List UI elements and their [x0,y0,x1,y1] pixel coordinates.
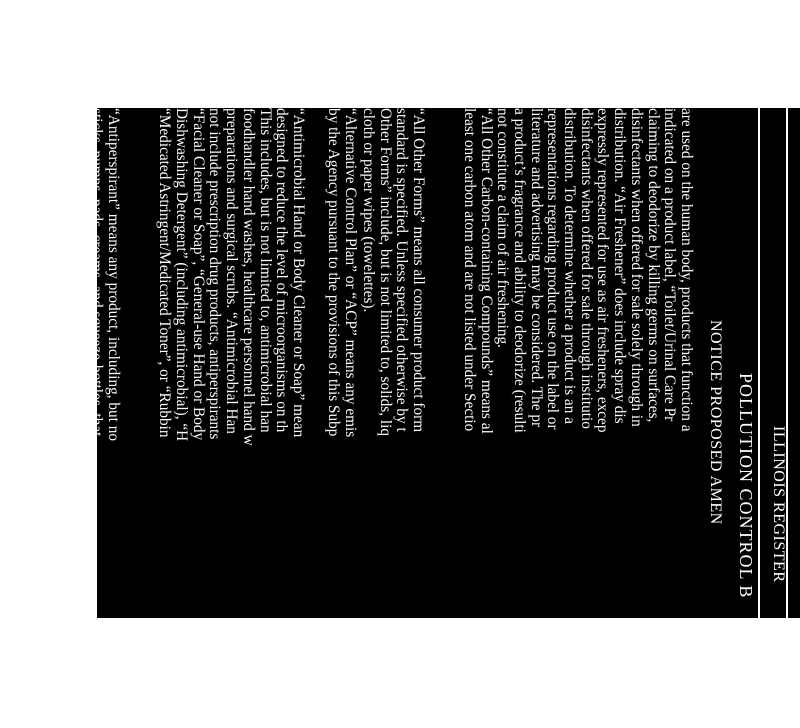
paragraph-line: distribution. “Air Freshener” does include spray dis [611,108,629,424]
paragraph-line: cloth or paper wipes (towelettes). [359,108,377,313]
paragraph-line: This includes, but is not limited to, antimicrobial han [256,108,274,433]
paragraph-line: a product’s fragrance and ability to deodorize (resulti [510,108,528,433]
paragraph-line: disinfectants when offered for sale solely through in [627,108,645,427]
definition-paragraph [54,108,121,728]
paragraph-line: designed to reduce the level of microorganisms on th [273,108,291,433]
paragraph-line: foodhandler hand washes, healthcare personnel hand w [239,108,257,446]
paragraph-line: disinfectants when offered for sale through institutio [577,108,595,429]
paragraph-line: preparations and surgical scrubs. “Antimicrobial Han [223,108,241,434]
paragraph-line: literature and advertising may be considered. The pr [527,108,545,428]
paragraph-line: “Alternative Control Plan” or “ACP” means any emis [342,108,359,438]
definition-paragraph [156,108,306,728]
rotated-document-page [26,108,800,618]
paragraph-line: not include prescription drug products, antiperspirants [206,108,224,440]
paragraph-line: “Antimicrobial Hand or Body Cleaner or Soap” mean [290,108,307,438]
paragraph-line: are used on the human body, products that function a [678,108,695,432]
register-heading: ILLINOIS REGISTER [770,426,787,583]
paragraph-line: standard is specified. Unless specified otherwise by t [393,108,411,432]
paragraph-line: percent of a target population. [54,108,72,292]
paragraph-line: claiming to deodorize by killing germs on surfaces, [644,108,662,423]
scanned-page-image [26,108,800,618]
paragraph-line: not constitute a claim of air freshening. [494,108,512,348]
paragraph-line: Other Forms” include, but is not limited to, solids, liq [376,108,394,437]
paragraph-line: “Anti-Static Product” means a product that is labeled t [26,108,43,442]
paragraph-line: least one carbon atom and are not listed under Sectio [461,108,479,432]
definition-paragraph [25,108,42,728]
header-rule-bottom [759,108,761,618]
paragraph-line: “All Other Forms” means all consumer product form [410,108,427,433]
notice-heading: NOTICE PROPOSED AMEN [707,320,724,525]
paragraph-line: “Facial Cleaner or Soap”, “General-use Hand or Body [189,108,207,441]
paragraph-line: Dishwashing Detergent” (including antimicrobial), “H [173,108,191,442]
paragraph-line: “Antiperspirant” means any product, including, but no [105,108,122,442]
definition-paragraph [494,108,694,728]
definition-paragraph [359,108,426,728]
paragraph-line: distribution. To determine whether a product is an a [561,108,579,424]
paragraph-line: by the Agency pursuant to the provisions of this Subp [325,108,343,437]
definition-paragraph [461,108,494,728]
definition-paragraph [325,108,358,728]
paragraph-line: be used to reduce perspiration in the human axilla by a [71,108,89,443]
paragraph-line: expressly represented for use as air fresheners, excep [594,108,612,433]
paragraph-line: “All Other Carbon-containing Compounds” means al [478,108,495,434]
paragraph-line: indicated on a product label, “Toilet/Urinal Care Pr [661,108,679,422]
paragraph-line: representations regarding product use on the label or [544,108,562,430]
paragraph-line: sticks, pumps, pads, creams, and squeeze-bottles, that [88,108,106,437]
agency-heading: POLLUTION CONTROL B [736,373,756,599]
paragraph-line: “Medicated Astringent/Medicated Toner”, or “Rubbin [156,108,174,438]
